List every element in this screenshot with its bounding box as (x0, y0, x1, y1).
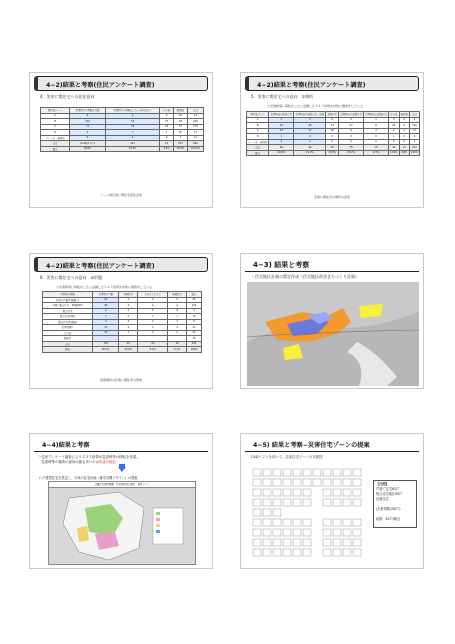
table-row (41, 146, 204, 152)
table-cell: 2 (119, 319, 138, 325)
legend-swatch-yellow (156, 524, 160, 527)
table-caption: 災害に関住宅の場所の意向 (313, 195, 350, 199)
table-cell: 3 (93, 319, 119, 325)
table-cell: 13.0% (389, 151, 398, 155)
table-cell: 100.0% (187, 146, 203, 152)
table-cell: 66.7% (93, 347, 119, 353)
table-cell: 2 (399, 128, 409, 134)
table-cell: 209 (187, 119, 203, 125)
table-cell: 無回答 (43, 336, 93, 342)
table-cell: 0 (388, 139, 399, 145)
table-cell: 44 (269, 123, 294, 129)
table-cell: 15 (187, 314, 202, 320)
table-cell: 16 (326, 128, 339, 134)
table-row (43, 347, 202, 353)
slide-title: 4−4)結果と考察 (42, 442, 90, 449)
slide-title-bar (34, 437, 208, 452)
table-cell: 21 (93, 297, 119, 303)
table-cell: 4 (294, 117, 326, 123)
location-table (246, 111, 420, 156)
table-cell: 4.3% (364, 150, 389, 156)
table-cell: 100% (187, 347, 202, 353)
legend-title: 【凡例】 (376, 482, 389, 486)
table-header-cell: 居住地ゾーン (247, 112, 269, 118)
table-cell: 集合住宅(3階) (43, 314, 93, 320)
table-header-cell: 災害時等の移転はしたいが出来ない (105, 108, 160, 114)
table-cell: 1 (364, 117, 389, 123)
table-cell: 4 (388, 128, 399, 134)
table-cell: 8 (339, 128, 364, 134)
table-cell: 割合 (247, 150, 269, 156)
table-header-cell: 災害時等の移転は可能 (70, 108, 106, 114)
slide-title: 4−3) 結果と考察 (253, 261, 310, 269)
table-cell: (A+B)(1) 2 1 (70, 141, 106, 147)
table-cell: 5 (119, 303, 138, 309)
table-cell: 0 (160, 135, 173, 141)
bullet-text: 災害時等の場所の意向は最も多いのは (38, 460, 100, 464)
table-cell: 0 (269, 139, 294, 145)
table-cell: 共同の集合住宅・2階建(2F) (43, 303, 93, 309)
table-cell: 2 (93, 308, 119, 314)
table-header-cell: どちらでもよい (138, 292, 168, 298)
table-header-cell: 合計 (187, 108, 203, 114)
table-cell: 0 (364, 134, 389, 140)
table-cell: A (41, 113, 70, 119)
table-cell: 0 (388, 117, 399, 123)
table-cell: 122 (187, 303, 202, 309)
table-cell: 2 (168, 325, 187, 331)
table-cell: D (41, 130, 70, 136)
table-cell: 53 (105, 119, 160, 125)
table-cell: 4 (138, 303, 168, 309)
table-header-row (247, 112, 420, 118)
table-cell: 合計 (43, 341, 93, 347)
slide-title-bar (34, 76, 208, 91)
table-cell: 0 (339, 134, 364, 140)
table-cell: 25 (187, 330, 202, 336)
table-cell: 4.8% (399, 150, 409, 156)
slide-residence-intent (29, 72, 213, 208)
survey-note: ＊災害時等に移転をしたい意識した２４３世帯を対象に調査をしている (56, 285, 153, 289)
table-header-cell: 災害時の戸建 (93, 292, 119, 298)
table-cell: 566 (187, 141, 203, 147)
table-cell: 7 (138, 314, 168, 320)
table-cell: 3 (187, 308, 202, 314)
table-cell: C (247, 128, 269, 134)
table-cell: 4 (70, 113, 106, 119)
housing-type-table (42, 291, 202, 353)
table-cell: 19 (160, 124, 173, 130)
table-cell: 0 (168, 330, 187, 336)
slide-subtitle: 6．災害に関住宅への意向 ②形態 (40, 275, 103, 280)
bullet-survey-result-line2 (38, 459, 116, 464)
table-cell: 243 (187, 341, 202, 347)
plan-map (49, 488, 196, 565)
table-cell: 159 (93, 341, 119, 347)
table-row (247, 150, 420, 156)
table-header-cell: 合計 (409, 112, 419, 118)
table-cell: 46 (294, 145, 326, 151)
table-cell: 2 (138, 319, 168, 325)
district-map (247, 282, 419, 386)
legend-item: 区画住宅 (376, 497, 389, 501)
table-cell: 1 (269, 117, 294, 123)
table-cell: 19.9% (294, 150, 326, 156)
legend-item: (全世帯数150戸) (376, 507, 401, 511)
table-cell: B (247, 123, 269, 129)
table-header-cell: 災害時の形態 (43, 292, 93, 298)
table-header-cell: 共同住宅 (119, 292, 138, 298)
slide-zone-proposal (240, 433, 424, 569)
slide-housing-type (29, 253, 213, 389)
table-cell: 38 (173, 119, 187, 125)
table-cell: 1 (269, 134, 294, 140)
table-cell: 0 (138, 297, 168, 303)
cad-background (247, 461, 367, 566)
highlight-text: 災害の地区 (99, 460, 116, 464)
table-cell: 27 (160, 119, 173, 125)
table-cell: 9 (399, 123, 409, 129)
table-caption: ゾーン別災害に関住宅居住意向 (100, 193, 142, 197)
table-header-cell: 災害時前の近接の外 (340, 113, 362, 117)
table-cell: 3 (173, 135, 187, 141)
bullet-proposal: ２.戸建型住宅を設定し、平成の住宅計画（都市空間デザイン）の提案 (38, 476, 138, 480)
table-cell: 4.1% (168, 347, 187, 353)
plan-map-panel (48, 481, 196, 565)
slide-title: 4−2)結果と考察(住民アンケート調査) (46, 263, 155, 270)
table-cell: 67 (409, 128, 419, 134)
table-cell: 4 (294, 134, 326, 140)
table-cell: 合計 (247, 145, 269, 151)
yellow-zone (77, 526, 89, 542)
table-cell: 割合 (41, 146, 70, 152)
table-cell: 3 (138, 330, 168, 336)
table-cell: 13 (187, 113, 203, 119)
table-header-cell: 無回答 (173, 108, 187, 114)
table-cell: 3 (138, 325, 168, 331)
table-cell: 18.6% (173, 146, 187, 152)
table-cell: 141 (105, 141, 160, 147)
slide-district-plan (240, 253, 424, 389)
survey-note: ＊災害時等に移転をしたい意識した２４３世帯を対象に調査をしている (267, 104, 364, 108)
slide-title: 4−2)結果と考察(住民アンケート調査) (46, 82, 155, 89)
table-cell: 12.8% (119, 347, 138, 353)
table-cell: 22 (187, 325, 202, 331)
legend-item: 戸建て住宅62戸 (376, 487, 400, 491)
slide-location-intent (240, 72, 424, 208)
table-cell: 8.2% (138, 347, 168, 353)
table-cell: 1 (294, 139, 326, 145)
table-caption: 希望場所の災害に関住宅の形態 (99, 378, 142, 382)
table-cell: 10 (364, 145, 389, 151)
table-cell: 共同の戸建(平屋建て) (43, 297, 93, 303)
table-cell: 1 (388, 134, 399, 140)
table-cell: 14 (326, 123, 339, 129)
table-cell: 6 (409, 134, 419, 140)
legend-swatch-blue (156, 530, 160, 533)
table-cell: 5 (160, 113, 173, 119)
table-cell: 0 (339, 139, 364, 145)
table-cell: 12 (93, 325, 119, 331)
intent-table (40, 107, 204, 152)
table-cell: 0 (326, 117, 339, 123)
table-cell: 6 (409, 117, 419, 123)
slide-conclusion (29, 433, 213, 569)
table-cell: 2 (70, 130, 106, 136)
slide-title: 4−5) 結果と考察−災害住宅ゾーンの提案 (253, 442, 370, 449)
table-header-cell: 災害時前の地域の外・近接 (295, 113, 325, 117)
table-cell: 0 (339, 117, 364, 123)
table-cell: 74 (187, 130, 203, 136)
legend-item: 総数 62戸/地区 (376, 517, 401, 521)
cad-plan (247, 461, 367, 566)
table-cell: 99 (93, 303, 119, 309)
table-cell: 10 (168, 341, 187, 347)
table-header-cell: 無回答 (400, 113, 408, 117)
bullet-text: ＞住民アンケート調査により２４３世帯が災害時等の移転を希望。 (38, 455, 140, 459)
slide-subtitle: ・住宅地区計画の策定作成（住宅地区改良まちづくり計画） (251, 274, 359, 279)
table-cell: ゾーン外・無回答 (41, 135, 70, 141)
table-cell: 11 (173, 124, 187, 130)
table-cell: 9.4% (160, 146, 173, 152)
table-cell: 0 (138, 308, 168, 314)
table-cell: 35 (339, 145, 364, 151)
table-cell: 7 (105, 130, 160, 136)
table-cell: 20 (138, 341, 168, 347)
slide-title-bar (245, 76, 419, 91)
table-cell: 23 (269, 128, 294, 134)
table-cell: 69 (269, 145, 294, 151)
table-cell: 71 (70, 124, 106, 130)
table-cell: 4 (168, 303, 187, 309)
table-cell: 25 (119, 341, 138, 347)
table-cell: 2 (105, 135, 160, 141)
table-cell: 0 (399, 139, 409, 145)
slide-subtitle: 4．災害に関住宅への居住意向 (40, 94, 95, 99)
table-cell: 1 (168, 314, 187, 320)
table-cell: 15.2% (339, 150, 364, 156)
table-cell: 0 (326, 134, 339, 140)
table-cell: 15 (93, 330, 119, 336)
table-cell: 5 (119, 297, 138, 303)
slide-title-bar (245, 437, 419, 452)
table-cell: 178 (187, 124, 203, 130)
table-cell: 1 (160, 130, 173, 136)
table-cell: 集合住宅(中高層) (43, 319, 93, 325)
legend-panel (373, 480, 417, 528)
slide-title-bar (245, 257, 419, 272)
table-cell: 災害別居住 (43, 325, 93, 331)
table-cell: 1 (119, 308, 138, 314)
slide-subtitle: CADソフトを用いて、災害住宅ゾーンの平面図 (251, 455, 323, 459)
table-cell: ゾーン外・無回答 (248, 140, 268, 144)
slide-subtitle: 5．災害に関住宅への意向 ①場所 (251, 94, 314, 99)
table-cell: B (41, 119, 70, 125)
table-cell: その他 (43, 330, 93, 336)
plan-map-header: 計画住宅地区整備 住宅地区改良事業 地区ゾーン (49, 482, 195, 488)
table-header-cell: 無回答等 (168, 292, 187, 298)
table-cell: 53 (160, 141, 173, 147)
table-cell: 30 (388, 145, 399, 151)
table-cell: 5 (119, 325, 138, 331)
table-header-cell: 近接の中 (327, 113, 338, 117)
table-cell: 13.0% (326, 150, 339, 156)
table-cell: 79 (105, 124, 160, 130)
table-header-cell: 災害時前の地域の中 (270, 113, 293, 117)
table-cell: 7 (119, 330, 138, 336)
table-cell: 100% (411, 151, 418, 155)
table-cell: 30 (326, 145, 339, 151)
legend-swatch-green (156, 512, 160, 515)
table-cell: 29.9% (269, 150, 294, 156)
table-cell: 25 (388, 123, 399, 129)
table-cell: 11 (399, 145, 409, 151)
table-header-cell: 居住地ゾーン (41, 108, 70, 114)
legend-swatch-pink (156, 518, 160, 521)
table-cell: 0 (168, 297, 187, 303)
table-cell: 割合 (43, 347, 93, 353)
table-cell: 2 (70, 135, 106, 141)
table-cell: 6 (364, 123, 389, 129)
table-cell: 合計 (41, 141, 70, 147)
table-cell: 130 (70, 119, 106, 125)
table-cell: 27 (339, 123, 364, 129)
table-header-cell: 災害時前の近接の外 (365, 113, 387, 117)
table-cell: 38.6% (70, 146, 106, 152)
table-cell: 0 (168, 308, 187, 314)
slide-title-bar (34, 257, 208, 272)
table-cell: 26 (173, 113, 187, 119)
arrow-down-icon (118, 464, 126, 472)
table-cell: 0 (119, 314, 138, 320)
table-cell: 0 (364, 139, 389, 145)
table-cell: 30 (173, 130, 187, 136)
table-cell: 11 (187, 135, 203, 141)
table-header-cell: 総計 (187, 292, 202, 298)
table-cell: D (247, 134, 269, 140)
table-cell: 26 (294, 123, 326, 129)
table-cell: 0 (399, 117, 409, 123)
table-cell: 231 (409, 145, 419, 151)
table-cell: 1 (168, 319, 187, 325)
legend-item: 集合住宅地区50戸 (376, 492, 403, 496)
table-cell: 7 (93, 314, 119, 320)
table-cell: 11 (294, 128, 326, 134)
table-cell: C (41, 124, 70, 130)
table-cell: 0 (399, 134, 409, 140)
table-header-cell: その他 (390, 113, 398, 117)
table-cell: 3 (364, 128, 389, 134)
slide-title: 4−2)結果と考察(住民アンケート調査) (257, 82, 366, 89)
table-cell: 105 (173, 141, 187, 147)
table-header-cell: その他 (160, 108, 173, 114)
table-cell: 0 (326, 139, 339, 145)
zone-highlight-east (359, 304, 383, 318)
table-cell: 8 (187, 319, 202, 325)
table-cell: 1 (409, 139, 419, 145)
table-cell: 4 (105, 113, 160, 119)
table-cell: 151 (409, 123, 419, 129)
table-cell: A (247, 117, 269, 123)
table-cell: 15 (187, 336, 202, 342)
table-cell: 26 (187, 297, 202, 303)
table-cell: 集合住宅 (43, 308, 93, 314)
table-cell: 24.9% (105, 146, 160, 152)
